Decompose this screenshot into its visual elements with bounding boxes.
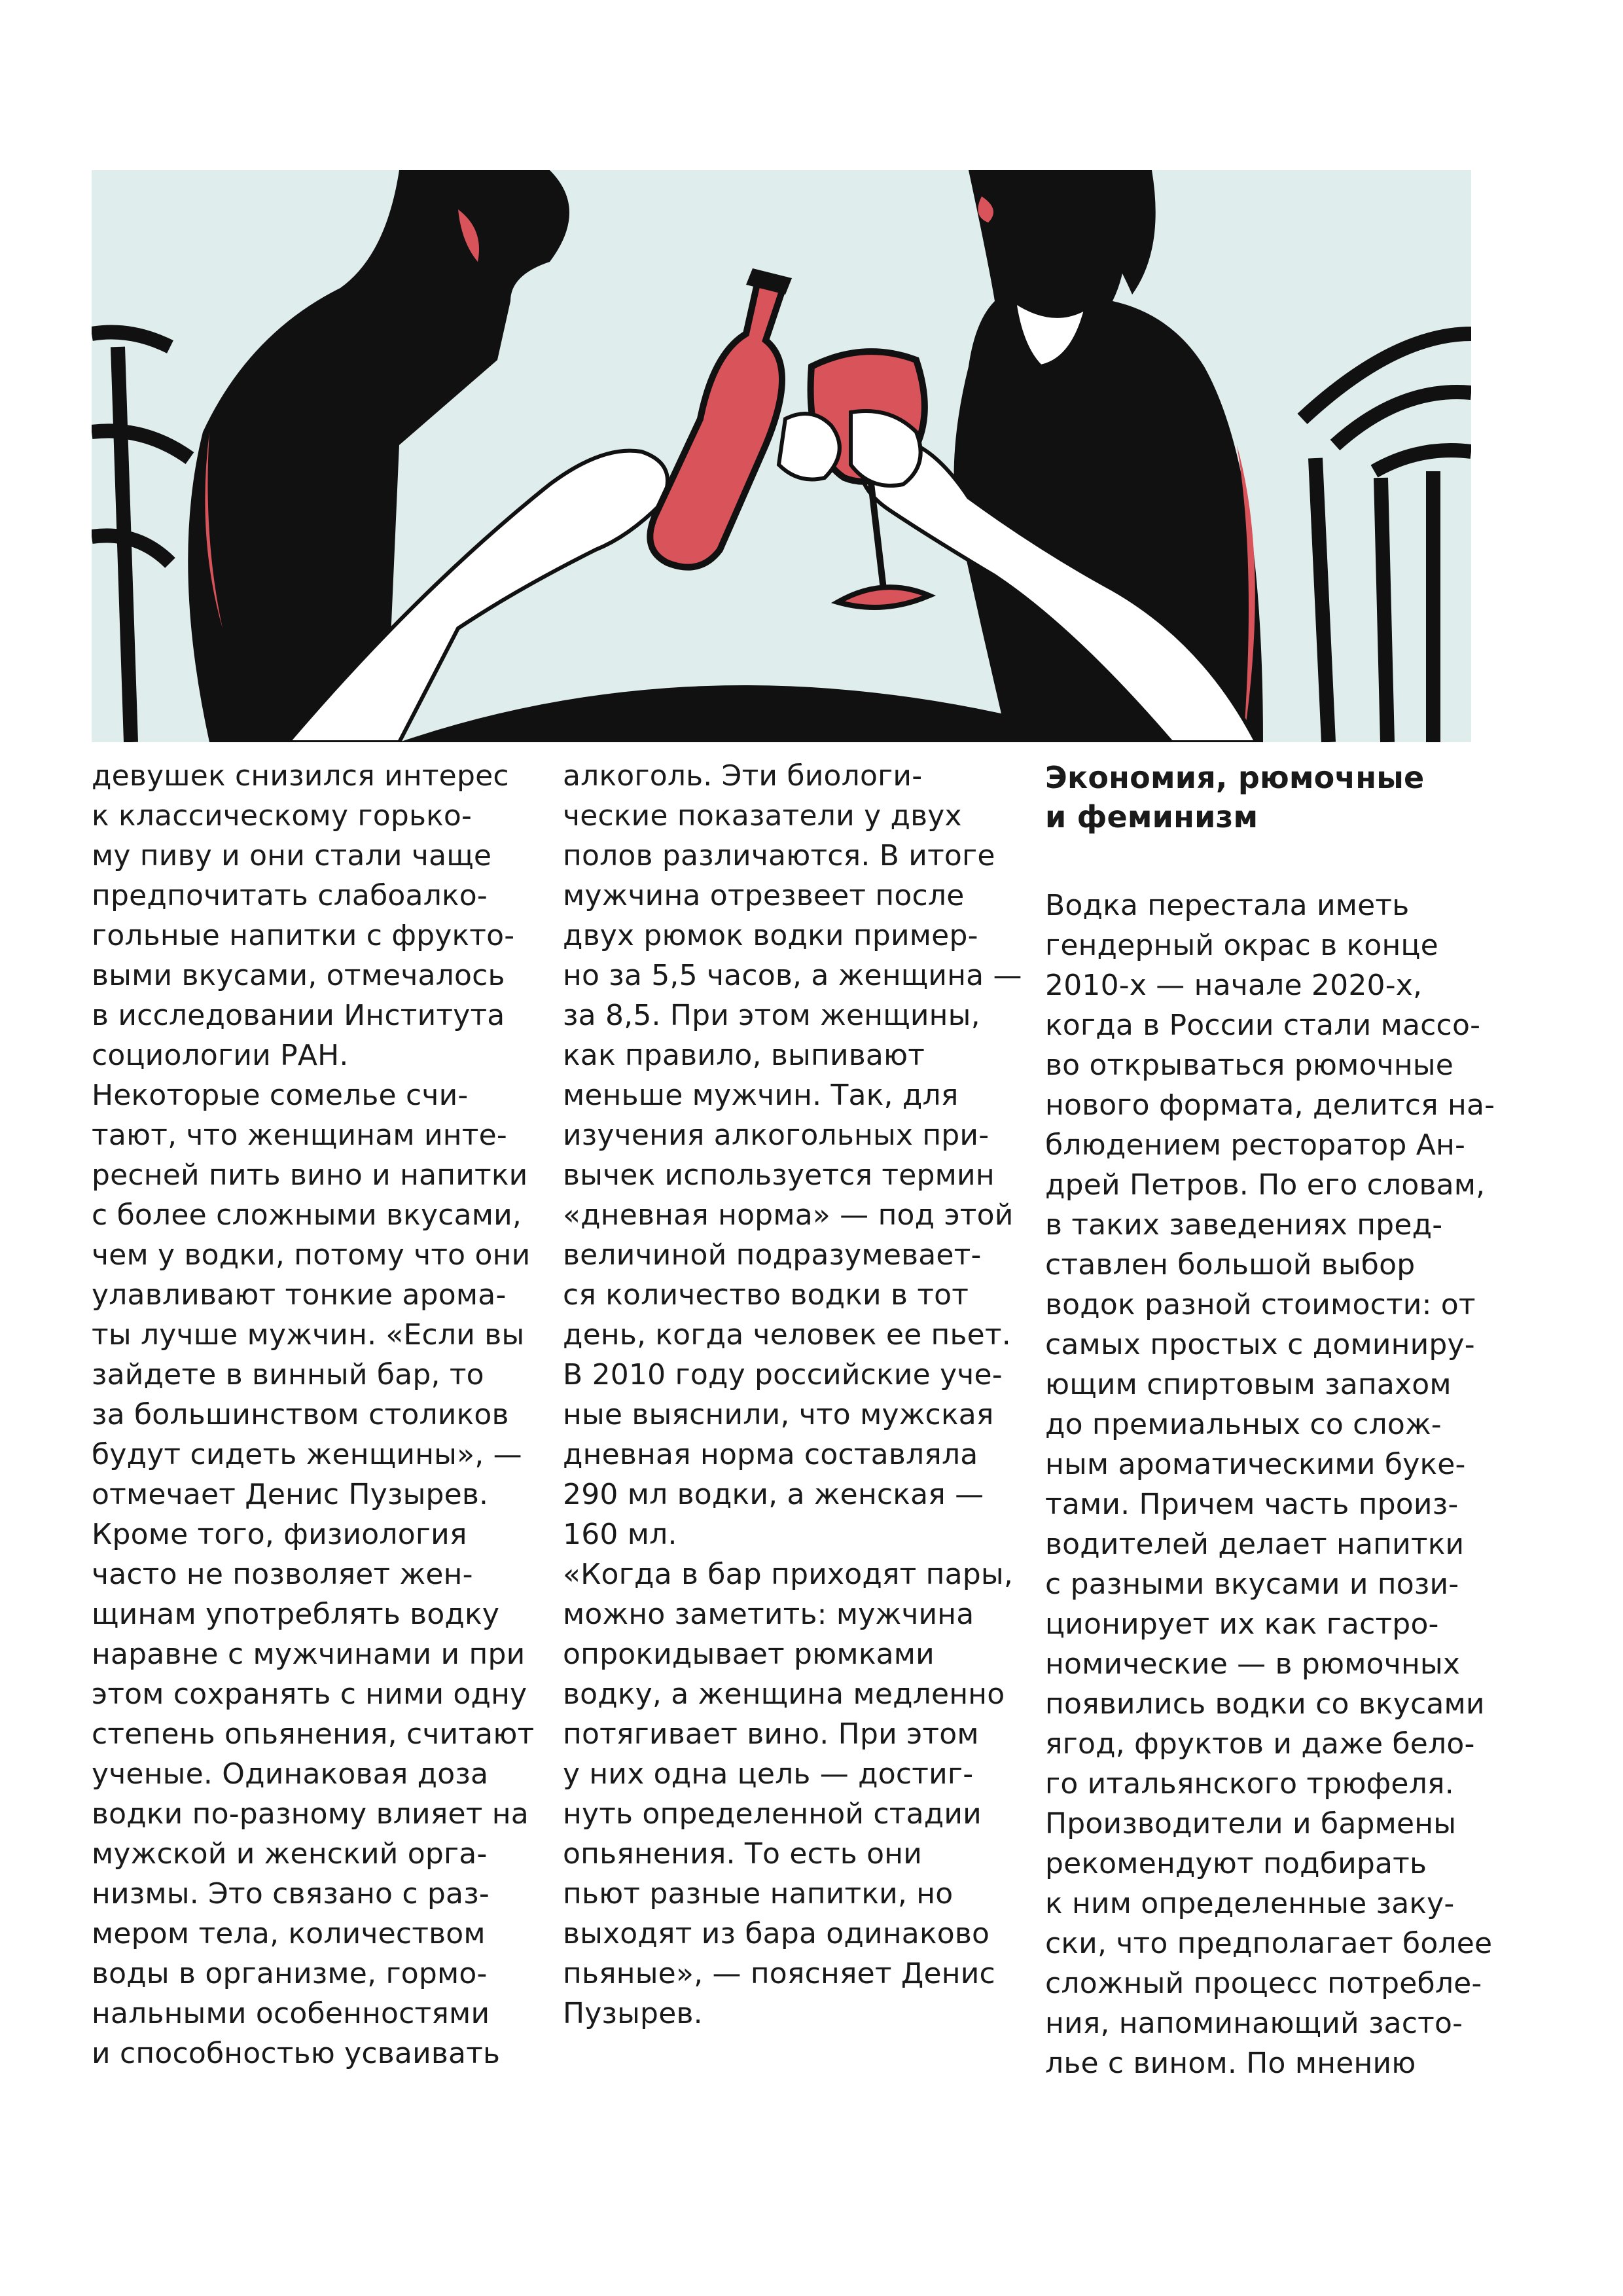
text-line: но за 5,5 часов, а женщина —: [563, 959, 1022, 992]
text-line: в исследовании Института: [92, 999, 505, 1032]
text-line: степень опьянения, считают: [92, 1717, 535, 1751]
text-line: тают, что женщинам инте-: [92, 1119, 507, 1152]
text-line: дневная норма составляла: [563, 1438, 978, 1471]
text-line: «дневная норма» — под этой: [563, 1198, 1014, 1232]
text-line: ты лучше мужчин. «Если вы: [92, 1318, 525, 1352]
text-line: меньше мужчин. Так, для: [563, 1079, 959, 1112]
text-line: день, когда человек ее пьет.: [563, 1318, 1011, 1352]
text-line: опрокидывает рюмками: [563, 1638, 935, 1671]
text-line: когда в России стали массо-: [1045, 1009, 1481, 1042]
text-line: самых простых с доминиру-: [1045, 1328, 1475, 1361]
text-line: дрей Петров. По его словам,: [1045, 1168, 1486, 1202]
text-line: с разными вкусами и пози-: [1045, 1568, 1459, 1601]
text-line: Кроме того, физиология: [92, 1518, 467, 1551]
text-line: водки по-разному влияет на: [92, 1797, 529, 1831]
text-line: за большинством столиков: [92, 1398, 509, 1431]
text-line: воды в организме, гормо-: [92, 1957, 488, 1990]
text-line: предпочитать слабоалко-: [92, 879, 488, 912]
text-line: двух рюмок водки пример-: [563, 919, 978, 952]
heading-line: Экономия, рюмочные: [1045, 760, 1425, 795]
text-line: к классическому горько-: [92, 799, 473, 833]
text-line: нового формата, делится на-: [1045, 1088, 1495, 1122]
text-line: ресней пить вино и напитки: [92, 1158, 528, 1192]
text-line: ния, напоминающий засто-: [1045, 2007, 1463, 2040]
text-line: мером тела, количеством: [92, 1917, 486, 1950]
text-line: появились водки со вкусами: [1045, 1687, 1485, 1721]
text-line: ягод, фруктов и даже бело-: [1045, 1727, 1475, 1761]
text-line: до премиальных со слож-: [1045, 1408, 1442, 1441]
column-3-text: [1045, 886, 1503, 2083]
text-line: гендерный окрас в конце: [1045, 929, 1438, 962]
text-line: к ним определенные заку-: [1045, 1887, 1455, 1920]
article-column-2: [563, 756, 1021, 2034]
text-line: ски, что предполагает более: [1045, 1927, 1493, 1960]
heading-line: и феминизм: [1045, 799, 1258, 834]
text-line: социологии РАН.: [92, 1039, 349, 1072]
text-line: нальными особенностями: [92, 1997, 490, 2030]
text-line: опьянения. То есть они: [563, 1837, 923, 1871]
text-line: во открываться рюмочные: [1045, 1049, 1454, 1082]
text-line: как правило, выпивают: [563, 1039, 925, 1072]
text-line: ные выяснили, что мужская: [563, 1398, 994, 1431]
text-line: низмы. Это связано с раз-: [92, 1877, 490, 1910]
text-line: изучения алкогольных при-: [563, 1119, 990, 1152]
text-line: Водка перестала иметь: [1045, 889, 1410, 922]
text-line: ющим спиртовым запахом: [1045, 1368, 1452, 1401]
text-line: 2010-х — начале 2020-х,: [1045, 969, 1423, 1002]
article-column-3: [1045, 758, 1503, 2083]
text-line: вычек используется термин: [563, 1158, 995, 1192]
text-line: го итальянского трюфеля.: [1045, 1767, 1454, 1801]
section-heading: [1045, 758, 1503, 836]
text-line: ся количество водки в тот: [563, 1278, 969, 1312]
text-line: за 8,5. При этом женщины,: [563, 999, 980, 1032]
text-line: тами. Причем часть произ-: [1045, 1488, 1459, 1521]
text-line: сложный процесс потребле-: [1045, 1967, 1482, 2000]
text-line: часто не позволяет жен-: [92, 1558, 473, 1591]
text-line: ционирует их как гастро-: [1045, 1607, 1439, 1641]
text-line: лье с вином. По мнению: [1045, 2047, 1416, 2080]
text-line: девушек снизился интерес: [92, 759, 509, 793]
text-line: с более сложными вкусами,: [92, 1198, 522, 1232]
text-line: алкоголь. Эти биологи-: [563, 759, 923, 793]
illustration: [92, 170, 1471, 742]
text-line: водок разной стоимости: от: [1045, 1288, 1476, 1321]
text-line: 160 мл.: [563, 1518, 677, 1551]
text-line: пьют разные напитки, но: [563, 1877, 954, 1910]
text-line: номические — в рюмочных: [1045, 1647, 1461, 1681]
text-line: этом сохранять с ними одну: [92, 1677, 527, 1711]
text-line: Некоторые сомелье счи-: [92, 1079, 469, 1112]
text-line: отмечает Денис Пузырев.: [92, 1478, 489, 1511]
couple-drinking-illustration: [92, 170, 1471, 742]
text-line: мужской и женский орга-: [92, 1837, 488, 1871]
text-line: у них одна цель — достиг-: [563, 1757, 974, 1791]
text-line: потягивает вино. При этом: [563, 1717, 979, 1751]
text-line: можно заметить: мужчина: [563, 1598, 974, 1631]
text-line: водку, а женщина медленно: [563, 1677, 1005, 1711]
column-2-text: [563, 756, 1021, 2034]
text-line: блюдением ресторатор Ан-: [1045, 1128, 1466, 1162]
text-line: ученые. Одинаковая доза: [92, 1757, 489, 1791]
text-line: рекомендуют подбирать: [1045, 1847, 1427, 1880]
text-line: щинам употреблять водку: [92, 1598, 500, 1631]
text-line: ным ароматическими буке-: [1045, 1448, 1466, 1481]
text-line: 290 мл водки, а женская —: [563, 1478, 984, 1511]
text-line: и способностью усваивать: [92, 2037, 501, 2070]
text-line: будут сидеть женщины», —: [92, 1438, 522, 1471]
text-line: выходят из бара одинаково: [563, 1917, 990, 1950]
text-line: водителей делает напитки: [1045, 1528, 1465, 1561]
text-line: В 2010 году российские уче-: [563, 1358, 1003, 1391]
text-line: наравне с мужчинами и при: [92, 1638, 526, 1671]
man-hand: [779, 414, 840, 480]
text-line: улавливают тонкие арома-: [92, 1278, 507, 1312]
text-line: му пиву и они стали чаще: [92, 839, 492, 872]
text-line: зайдете в винный бар, то: [92, 1358, 484, 1391]
text-line: Пузырев.: [563, 1997, 703, 2030]
column-1-text: [92, 756, 535, 2073]
text-line: выми вкусами, отмечалось: [92, 959, 505, 992]
text-line: полов различаются. В итоге: [563, 839, 995, 872]
text-line: «Когда в бар приходят пары,: [563, 1558, 1014, 1591]
text-line: ставлен большой выбор: [1045, 1248, 1416, 1282]
text-line: пьяные», — поясняет Денис: [563, 1957, 995, 1990]
text-line: величиной подразумевает-: [563, 1238, 982, 1272]
text-line: нуть определенной стадии: [563, 1797, 982, 1831]
text-line: ческие показатели у двух: [563, 799, 962, 833]
text-line: гольные напитки с фрукто-: [92, 919, 515, 952]
article-column-1: [92, 756, 535, 2073]
text-line: в таких заведениях пред-: [1045, 1208, 1443, 1242]
text-line: Производители и бармены: [1045, 1807, 1457, 1840]
text-line: чем у водки, потому что они: [92, 1238, 531, 1272]
text-line: мужчина отрезвеет после: [563, 879, 965, 912]
